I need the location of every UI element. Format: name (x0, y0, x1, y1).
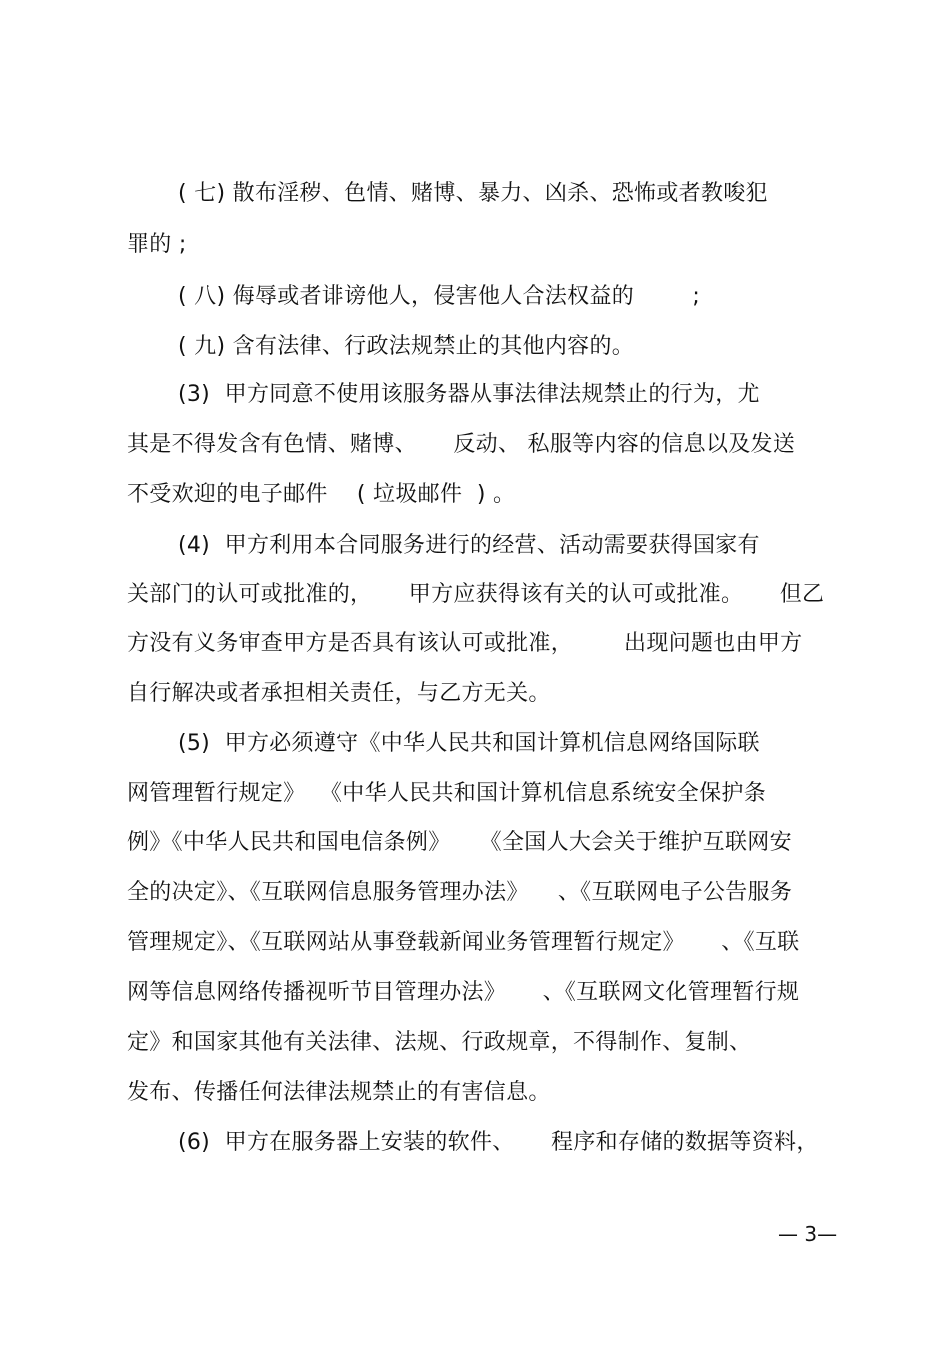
text-line: 罪的 ; (127, 232, 187, 257)
text-line: 管理规定》、《互联网站从事登载新闻业务管理暂行规定》 、《互联 (127, 930, 800, 955)
text-line: ( 八) 侮辱或者诽谤他人，侵害他人合法权益的 ; (178, 284, 701, 309)
text-line: 网等信息网络传播视听节目管理办法》 、《互联网文化管理暂行规 (127, 980, 800, 1005)
text-line: (5) 甲方必须遵守《中华人民共和国计算机信息网络国际联 (178, 731, 760, 756)
text-line: 例》《中华人民共和国电信条例》 《全国人大会关于维护互联网安 (127, 830, 792, 855)
text-line: ( 九) 含有法律、行政法规禁止的其他内容的。 (178, 334, 635, 359)
text-line: (3) 甲方同意不使用该服务器从事法律法规禁止的行为，尤 (178, 382, 760, 407)
text-line: ( 七) 散布淫秽、色情、赌博、暴力、凶杀、恐怖或者教唆犯 (178, 181, 768, 206)
text-line: 方没有义务审查甲方是否具有该认可或批准， 出现问题也由甲方 (127, 631, 803, 656)
text-line: 自行解决或者承担相关责任，与乙方无关。 (127, 681, 551, 706)
text-line: 定》和国家其他有关法律、法规、行政规章，不得制作、复制、 (127, 1030, 752, 1055)
page-number: — 3— (778, 1222, 838, 1246)
text-line: 关部门的认可或批准的， 甲方应获得该有关的认可或批准。 但乙 (127, 582, 825, 607)
text-line: 不受欢迎的电子邮件 ( 垃圾邮件 ) 。 (127, 482, 516, 507)
text-line: (4) 甲方利用本合同服务进行的经营、活动需要获得国家有 (178, 533, 760, 558)
text-line: 发布、传播任何法律法规禁止的有害信息。 (127, 1080, 551, 1105)
text-line: 全的决定》、《互联网信息服务管理办法》 、《互联网电子公告服务 (127, 880, 793, 905)
text-line: (6) 甲方在服务器上安装的软件、 程序和存储的数据等资料， (178, 1130, 819, 1155)
text-line: 其是不得发含有色情、赌博、 反动、 私服等内容的信息以及发送 (127, 432, 796, 457)
text-line: 网管理暂行规定》 《中华人民共和国计算机信息系统安全保护条 (127, 781, 766, 806)
